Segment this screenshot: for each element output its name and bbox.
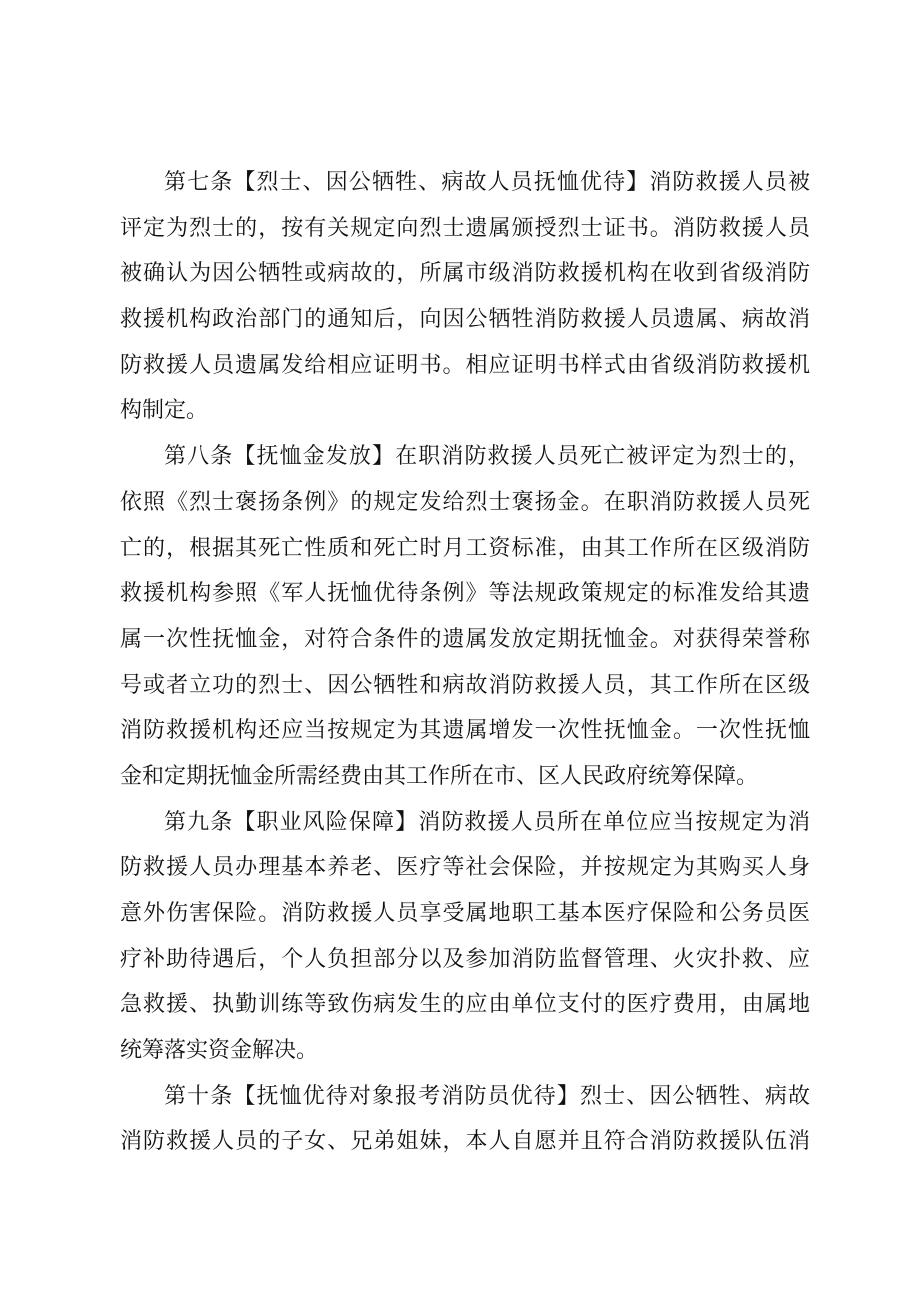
- article-8-line-6: 号或者立功的烈士、因公牺牲和病故消防救援人员，其工作所在区级: [120, 672, 810, 698]
- article-9-line-2: 防救援人员办理基本养老、医疗等社会保险，并按规定为其购买人身: [120, 855, 810, 881]
- article-7-line-4: 救援机构政治部门的通知后，向因公牺牲消防救援人员遗属、病故消: [120, 307, 810, 333]
- article-7-line-2: 评定为烈士的，按有关规定向烈士遗属颁授烈士证书。消防救援人员: [120, 215, 810, 241]
- article-8-line-3: 亡的，根据其死亡性质和死亡时月工资标准，由其工作所在区级消防: [120, 535, 810, 561]
- article-9-line-5: 急救援、执勤训练等致伤病发生的应由单位支付的医疗费用，由属地: [120, 992, 810, 1018]
- document-body: [120, 160, 810, 1165]
- article-8-line-7: 消防救援机构还应当按规定为其遗属增发一次性抚恤金。一次性抚恤: [120, 718, 810, 744]
- article-9-line-4: 疗补助待遇后，个人负担部分以及参加消防监督管理、火灾扑救、应: [120, 946, 810, 972]
- article-10-line-1: 第十条【抚恤优待对象报考消防员优待】烈士、因公牺牲、病故: [164, 1083, 810, 1109]
- article-8-line-2: 依照《烈士褒扬条例》的规定发给烈士褒扬金。在职消防救援人员死: [120, 489, 810, 515]
- article-9-paragraph: [120, 800, 810, 1074]
- article-7-paragraph: [120, 160, 810, 434]
- article-8-line-1: 第八条【抚恤金发放】在职消防救援人员死亡被评定为烈士的，: [164, 444, 810, 470]
- article-7-line-6: 构制定。: [120, 398, 209, 424]
- article-7-line-5: 防救援人员遗属发给相应证明书。相应证明书样式由省级消防救援机: [120, 352, 810, 378]
- article-7-line-3: 被确认为因公牺牲或病故的，所属市级消防救援机构在收到省级消防: [120, 261, 810, 287]
- article-10-line-2: 消防救援人员的子女、兄弟姐妹，本人自愿并且符合消防救援队伍消: [120, 1129, 810, 1155]
- article-8-line-8: 金和定期抚恤金所需经费由其工作所在市、区人民政府统筹保障。: [120, 763, 759, 789]
- article-10-paragraph: [120, 1074, 810, 1165]
- article-9-line-1: 第九条【职业风险保障】消防救援人员所在单位应当按规定为消: [164, 809, 810, 835]
- article-8-line-4: 救援机构参照《军人抚恤优待条例》等法规政策规定的标准发给其遗: [120, 581, 810, 607]
- article-8-line-5: 属一次性抚恤金，对符合条件的遗属发放定期抚恤金。对获得荣誉称: [120, 626, 810, 652]
- article-7-line-1: 第七条【烈士、因公牺牲、病故人员抚恤优待】消防救援人员被: [164, 170, 810, 195]
- article-9-line-6: 统筹落实资金解决。: [120, 1038, 319, 1064]
- article-9-line-3: 意外伤害保险。消防救援人员享受属地职工基本医疗保险和公务员医: [120, 901, 810, 926]
- article-8-paragraph: [120, 434, 810, 800]
